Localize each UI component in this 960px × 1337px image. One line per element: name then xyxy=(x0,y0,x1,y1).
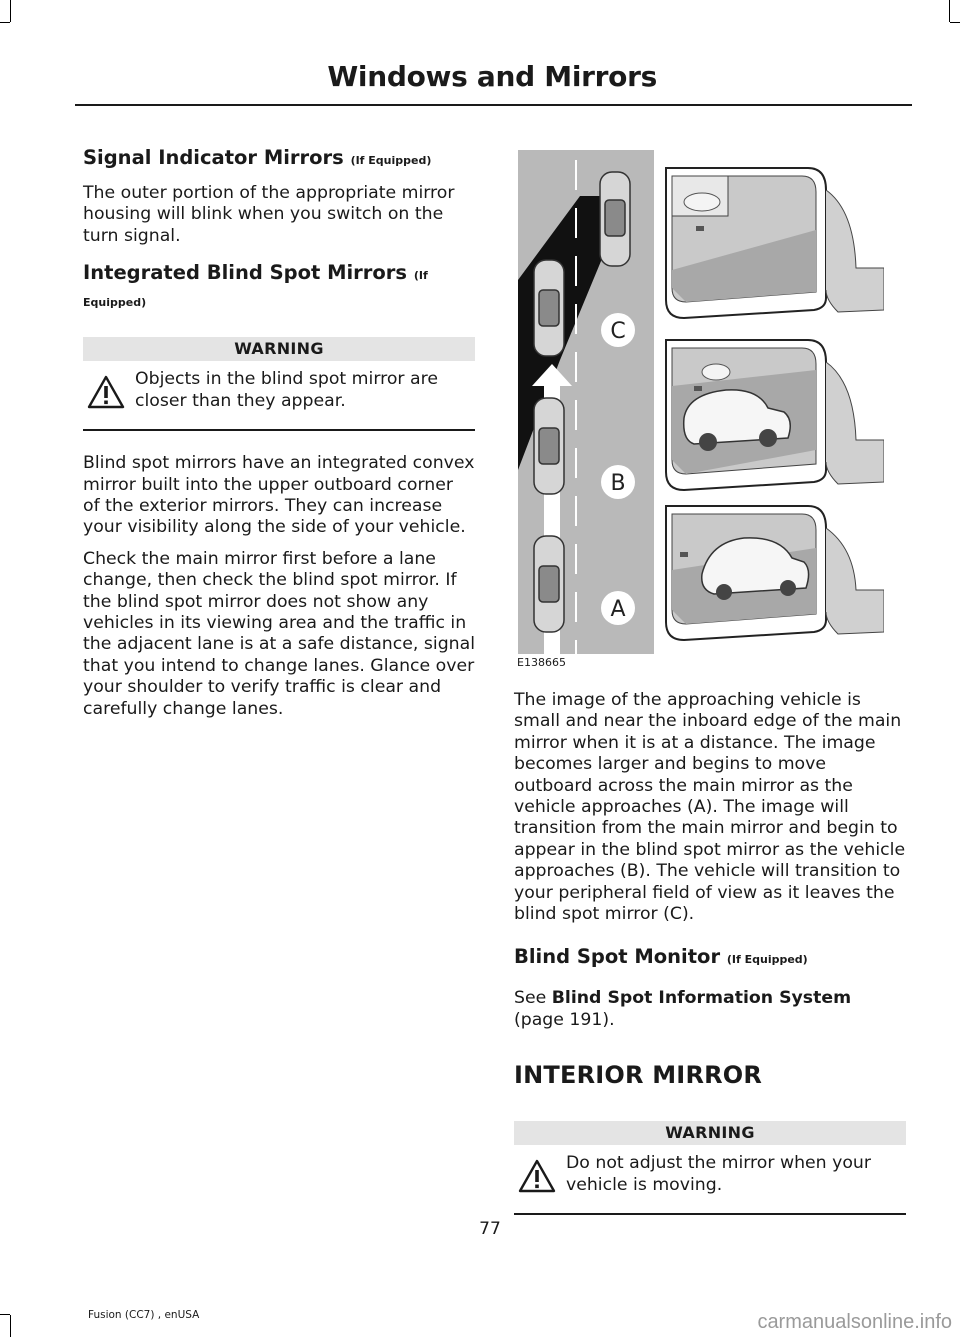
blind-spot-monitor-heading xyxy=(514,945,906,972)
see-reference xyxy=(514,988,906,1031)
crop-mark xyxy=(10,1315,11,1337)
blind-spot-mirrors-tag: (If Equipped) xyxy=(83,269,428,310)
diagram-label-c xyxy=(601,313,635,347)
warning-label-2: WARNING xyxy=(514,1121,906,1145)
signal-mirrors-text: The outer portion of the appropriate mirror housing will blink when you switch on the turn signal. xyxy=(83,183,455,246)
page-title: Windows and Mirrors xyxy=(327,60,657,93)
approach-paragraph: The image of the approaching vehicle is small and near the inboard edge of the main mirror when it is at a distance. The image becomes larger and begins to move outboard across the main mirror as the vehicle approaches (A). The image will transition from the main mirror and begin to appear in the blind spot mirror as the vehicle approaches (B). The vehicle will transition to your peripheral field of view as it leaves the blind spot mirror (C). xyxy=(514,690,906,925)
blind-spot-monitor-tag: (If Equipped) xyxy=(726,953,808,967)
crop-mark xyxy=(10,0,11,22)
car-top xyxy=(600,172,630,266)
footer-text: Fusion (CC7) , enUSA xyxy=(88,1309,200,1321)
warning-body-2 xyxy=(514,1145,906,1213)
warning-text: Objects in the blind spot mirror are closer than they appear. xyxy=(135,369,438,411)
signal-mirrors-tag: (If Equipped) xyxy=(350,154,432,167)
crop-mark xyxy=(950,22,960,23)
blind-spot-info-link[interactable]: Blind Spot Information System xyxy=(551,988,852,1009)
mirror-a xyxy=(666,506,884,640)
mirror-b xyxy=(666,340,884,490)
label-c-text: C xyxy=(610,319,626,344)
blind-spot-monitor-title: Blind Spot Monitor xyxy=(514,945,721,969)
signal-mirrors-title: Signal Indicator Mirrors xyxy=(83,146,344,169)
left-column xyxy=(83,146,475,720)
warning-box xyxy=(83,337,475,431)
warning-box-2 xyxy=(514,1121,906,1215)
crop-mark xyxy=(0,1314,10,1315)
crop-mark xyxy=(949,0,950,22)
crop-mark xyxy=(0,22,10,23)
watermark: carmanualsonline.info xyxy=(757,1311,952,1333)
label-b-text: B xyxy=(610,471,626,496)
header-divider xyxy=(75,104,912,106)
page-number: 77 xyxy=(479,1219,501,1239)
blind-spot-paragraph-2: Check the main mirror first before a lane change, then check the blind spot mirror. If the blind spot mirror does not show any vehicles in its viewing area and the traffic in the adjacent lane is at a safe distance, signal that you intend to change lanes. Glance over your shoulder to verify traffic is clear and carefully change lanes. xyxy=(83,548,476,719)
signal-mirrors-heading xyxy=(83,146,475,173)
diagram-label-b xyxy=(601,465,635,499)
car-bottom xyxy=(534,536,564,632)
car-middle-upper xyxy=(534,260,564,356)
warning-body xyxy=(83,361,475,429)
blind-spot-diagram xyxy=(518,150,884,668)
mirror-c xyxy=(666,168,884,318)
blind-spot-mirrors-title: Integrated Blind Spot Mirrors xyxy=(83,261,408,285)
warning-triangle-icon xyxy=(87,375,125,409)
warning-triangle-icon xyxy=(518,1159,556,1193)
warning-label: WARNING xyxy=(83,337,475,361)
figure-id: E138665 xyxy=(517,656,566,669)
blind-spot-mirrors-heading xyxy=(83,261,475,315)
warning-divider xyxy=(83,429,475,431)
see-prefix: See xyxy=(514,988,547,1009)
diagram-label-a xyxy=(601,591,635,625)
right-column xyxy=(514,690,906,1215)
warning-divider-2 xyxy=(514,1213,906,1215)
warning-text-2: Do not adjust the mirror when your vehicle is moving. xyxy=(566,1153,871,1195)
see-page: (page 191). xyxy=(514,1009,615,1030)
label-a-text: A xyxy=(610,597,626,622)
car-middle-lower xyxy=(534,398,564,494)
blind-spot-paragraph-1: Blind spot mirrors have an integrated convex mirror built into the upper outboard corner of the exterior mirrors. They can increase your visibility along the side of your vehicle. xyxy=(83,453,475,538)
interior-mirror-heading: INTERIOR MIRROR xyxy=(514,1061,763,1090)
